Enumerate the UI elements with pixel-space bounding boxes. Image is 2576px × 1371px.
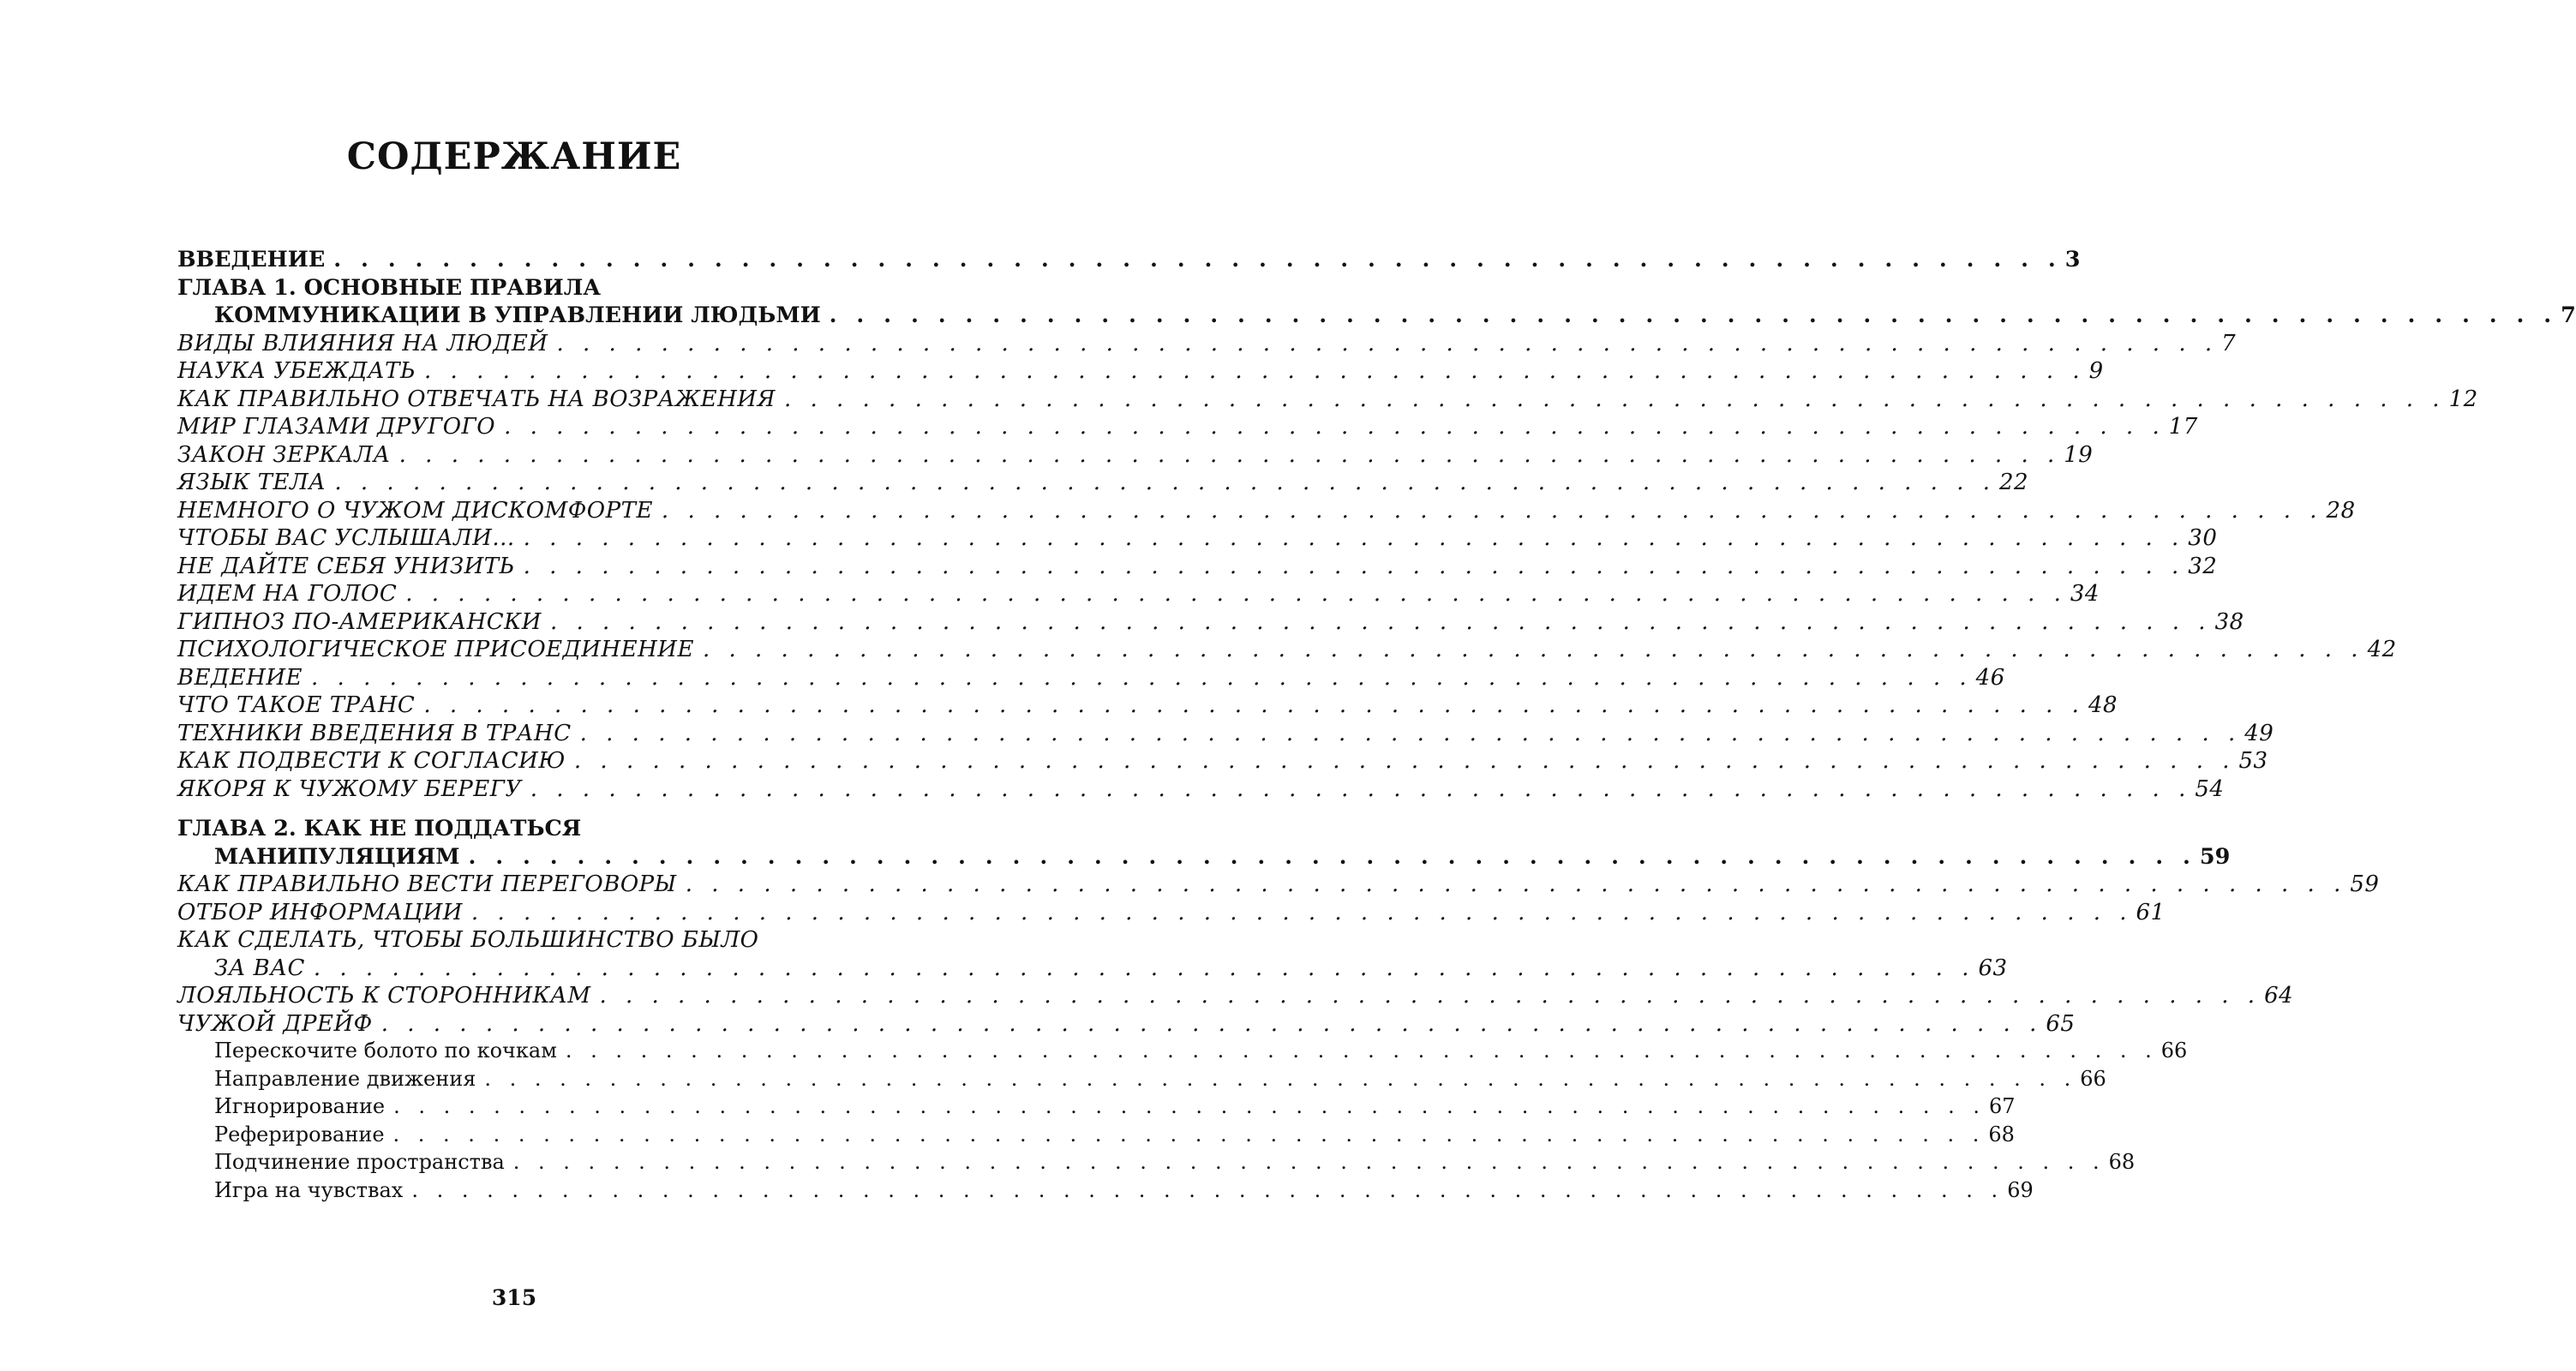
toc-entry-page: 53 (2238, 748, 2268, 774)
toc-entry-title: ЯКОРЯ К ЧУЖОМУ БЕРЕГУ (177, 775, 522, 802)
toc-entry-title: Игнорирование (214, 1094, 386, 1118)
toc-entry-page: 34 (2070, 581, 2100, 607)
toc-entry-title: Направление движения (214, 1066, 476, 1091)
dot-leader: . . . . . . . . . . . . . . . . . . . . . . . . . . . . . . . . . . . . . . . . . . . . . . . . . . . . . . . . . . . . . . . . (661, 497, 2323, 524)
dot-leader: . . . . . . . . . . . . . . . . . . . . . . . . . . . . . . . . . . . . . . . . . . . . . . . . . . . . . . . . . . . . . . . . (530, 775, 2192, 802)
table-of-contents (177, 247, 2576, 1206)
page-title: СОДЕРЖАНИЕ (346, 135, 682, 178)
toc-entry-page: 64 (2264, 983, 2294, 1009)
dot-leader: . . . . . . . . . . . . . . . . . . . . . . . . . . . . . . . . . . . . . . . . . . . . . . . . . . . . . . . . . . . . . . . . (411, 1177, 2004, 1202)
toc-entry (177, 414, 2198, 442)
dot-leader: . . . . . . . . . . . . . . . . . . . . . . . . . . . . . . . . . . . . . . . . . . . . . . . . . . . . . . . . . . . . . . . . (313, 955, 1975, 981)
dot-leader: . . . . . . . . . . . . . . . . . . . . . . . . . . . . . . . . . . . . . . . . . . . . . . . . . . . . . . . . . . . . . . . . (549, 608, 2212, 635)
toc-entry (177, 692, 2118, 721)
toc-entry-title: КАК ПРАВИЛЬНО ВЕСТИ ПЕРЕГОВОРЫ (177, 871, 677, 897)
toc-entry-title: НАУКА УБЕЖДАТЬ (177, 358, 416, 384)
toc-entry-title: НЕ ДАЙТЕ СЕБЯ УНИЗИТЬ (177, 553, 515, 579)
dot-leader: . . . . . . . . . . . . . . . . . . . . . . . . . . . . . . . . . . . . . . . . . . . . . . . . . . . . . . . . . . . . . . . . (512, 1150, 2106, 1174)
dot-leader: . . . . . . . . . . . . . . . . . . . . . . . . . . . . . . . . . . . . . . . . . . . . . . . . . . . . . . . . . . . . . . . . (468, 843, 2196, 870)
toc-entry-title: ЧТОБЫ ВАС УСЛЫШАЛИ... (177, 525, 515, 551)
toc-entry-title: ЛОЯЛЬНОСТЬ К СТОРОННИКАМ (177, 983, 591, 1009)
toc-entry-title: ЗА ВАС (214, 955, 305, 981)
toc-entry-title: ТЕХНИКИ ВВЕДЕНИЯ В ТРАНС (177, 720, 572, 746)
dot-leader: . . . . . . . . . . . . . . . . . . . . . . . . . . . . . . . . . . . . . . . . . . . . . . . . . . . . . . . . . . . . . . . . (392, 1122, 1986, 1146)
toc-entry-page: 32 (2188, 553, 2218, 579)
toc-entry-title: ПСИХОЛОГИЧЕСКОЕ ПРИСОЕДИНЕНИЕ (177, 637, 694, 662)
toc-entry (177, 899, 2166, 928)
toc-entry-title: ВЕДЕНИЕ (177, 664, 303, 691)
toc-entry-title: ВВЕДЕНИЕ (177, 247, 326, 272)
dot-leader: . . . . . . . . . . . . . . . . . . . . . . . . . . . . . . . . . . . . . . . . . . . . . . . . . . . . . . . . . . . . . . . . (829, 302, 2558, 328)
toc-entry-page: 54 (2195, 775, 2225, 802)
toc-entry (177, 497, 2356, 526)
toc-entry-page: 59 (2350, 871, 2380, 897)
toc-entry-page: 63 (1978, 955, 2008, 981)
dot-leader: . . . . . . . . . . . . . . . . . . . . . . . . . . . . . . . . . . . . . . . . . . . . . . . . . . . . . . . . . . . . . . . . (556, 330, 2219, 356)
dot-leader: . . . . . . . . . . . . . . . . . . . . . . . . . . . . . . . . . . . . . . . . . . . . . . . . . . . . . . . . . . . . . . . . (484, 1066, 2077, 1091)
toc-entry (177, 955, 2008, 984)
toc-entry-title: ЯЗЫК ТЕЛА (177, 470, 326, 495)
toc-entry (177, 1010, 2076, 1039)
toc-entry-title: ГЛАВА 1. ОСНОВНЫЕ ПРАВИЛА (177, 274, 602, 301)
toc-entry (177, 330, 2237, 359)
toc-entry-title: КАК ПРАВИЛЬНО ОТВЕЧАТЬ НА ВОЗРАЖЕНИЯ (177, 386, 776, 412)
toc-subentry (177, 1039, 2188, 1067)
toc-entry-title: ГИПНОЗ ПО-АМЕРИКАНСКИ (177, 608, 542, 635)
toc-entry-page: 19 (2064, 441, 2094, 468)
toc-subentry (177, 1177, 2034, 1206)
toc-entry (177, 775, 2225, 805)
toc-entry-page: 17 (2168, 414, 2198, 440)
toc-subentry (177, 1150, 2136, 1178)
toc-entry-title: МАНИПУЛЯЦИЯМ (214, 843, 460, 870)
toc-entry-title: КОММУНИКАЦИИ В УПРАВЛЕНИИ ЛЮДЬМИ (214, 302, 821, 328)
toc-entry-page: 68 (2108, 1150, 2136, 1174)
dot-leader: . . . . . . . . . . . . . . . . . . . . . . . . . . . . . . . . . . . . . . . . . . . . . . . . . . . . . . . . . . . . . . . . (398, 441, 2061, 468)
toc-entry-title: Подчинение пространства (214, 1150, 505, 1174)
toc-entry-page: 48 (2088, 692, 2118, 718)
toc-entry (177, 720, 2274, 749)
toc-entry-page: 12 (2448, 386, 2478, 412)
toc-entry (177, 664, 2005, 693)
toc-chapter-heading (177, 816, 861, 844)
toc-entry-title: ЧТО ТАКОЕ ТРАНС (177, 692, 416, 718)
toc-subentry (177, 1122, 2015, 1151)
toc-entry-page: 7 (2221, 330, 2237, 356)
dot-leader: . . . . . . . . . . . . . . . . . . . . . . . . . . . . . . . . . . . . . . . . . . . . . . . . . . . . . . . . . . . . . . . . (685, 871, 2347, 897)
toc-entry-page: 68 (1988, 1122, 2015, 1146)
toc-entry (177, 525, 2218, 554)
toc-entry-page: 69 (2007, 1177, 2034, 1202)
toc-entry-page: 66 (2080, 1066, 2106, 1091)
toc-entry-title: ГЛАВА 2. КАК НЕ ПОДДАТЬСЯ (177, 816, 582, 841)
dot-leader: . . . . . . . . . . . . . . . . . . . . . . . . . . . . . . . . . . . . . . . . . . . . . . . . . . . . . . . . . . . . . . . . (523, 553, 2185, 579)
toc-entry-title: КАК ПОДВЕСТИ К СОГЛАСИЮ (177, 748, 566, 774)
dot-leader: . . . . . . . . . . . . . . . . . . . . . . . . . . . . . . . . . . . . . . . . . . . . . . . . . . . . . . . . . . . . . . . . (783, 386, 2446, 412)
toc-chapter-heading (177, 275, 861, 303)
toc-entry-page: 61 (2136, 899, 2166, 925)
toc-entry-title: Реферирование (214, 1122, 385, 1146)
dot-leader: . . . . . . . . . . . . . . . . . . . . . . . . . . . . . . . . . . . . . . . . . . . . . . . . . . . . . . . . . . . . . . . . (573, 748, 2236, 774)
toc-entry-page: 66 (2160, 1039, 2188, 1063)
dot-leader: . . . . . . . . . . . . . . . . . . . . . . . . . . . . . . . . . . . . . . . . . . . . . . . . . . . . . . . . . . . . . . . . (423, 692, 2085, 718)
dot-leader: . . . . . . . . . . . . . . . . . . . . . . . . . . . . . . . . . . . . . . . . . . . . . . . . . . . . . . . . . . . . . . . . (334, 470, 1996, 495)
toc-entry-title: Игра на чувствах (214, 1177, 404, 1202)
toc-entry-title: ЗАКОН ЗЕРКАЛА (177, 441, 391, 468)
dot-leader: . . . . . . . . . . . . . . . . . . . . . . . . . . . . . . . . . . . . . . . . . . . . . . . . . . . . . . . . . . . . . . . . (311, 664, 1973, 691)
toc-entry (177, 983, 2294, 1011)
toc-entry-page: 3 (2064, 247, 2081, 272)
dot-leader: . . . . . . . . . . . . . . . . . . . . . . . . . . . . . . . . . . . . . . . . . . . . . . . . . . . . . . . . . . . . . . . . (470, 899, 2133, 925)
toc-entry-page: 28 (2326, 497, 2356, 524)
toc-entry (177, 247, 2081, 275)
toc-entry-page: 49 (2244, 720, 2274, 746)
page-number: 315 (491, 1285, 537, 1310)
toc-entry (177, 608, 2244, 638)
dot-leader: . . . . . . . . . . . . . . . . . . . . . . . . . . . . . . . . . . . . . . . . . . . . . . . . . . . . . . . . . . . . . . . . (380, 1010, 2043, 1037)
dot-leader: . . . . . . . . . . . . . . . . . . . . . . . . . . . . . . . . . . . . . . . . . . . . . . . . . . . . . . . . . . . . . . . . (393, 1094, 1986, 1118)
toc-entry-title: Перескочите болото по кочкам (214, 1039, 557, 1063)
toc-entry (177, 470, 2029, 498)
toc-entry (177, 553, 2218, 582)
toc-subentry (177, 1066, 2106, 1095)
toc-entry-title: МИР ГЛАЗАМИ ДРУГОГО (177, 414, 496, 440)
toc-entry-title: ВИДЫ ВЛИЯНИЯ НА ЛЮДЕЙ (177, 330, 548, 356)
toc-entry (177, 843, 2231, 872)
toc-entry-continued (177, 927, 861, 955)
toc-entry-title: ИДЕМ НА ГОЛОС (177, 581, 398, 607)
dot-leader: . . . . . . . . . . . . . . . . . . . . . . . . . . . . . . . . . . . . . . . . . . . . . . . . . . . . . . . . . . . . . . . . (599, 983, 2261, 1009)
toc-entry (177, 358, 2104, 386)
dot-leader: . . . . . . . . . . . . . . . . . . . . . . . . . . . . . . . . . . . . . . . . . . . . . . . . . . . . . . . . . . . . . . . . (504, 414, 2166, 440)
toc-entry (177, 748, 2268, 776)
toc-entry (177, 386, 2478, 415)
toc-entry-title: НЕМНОГО О ЧУЖОМ ДИСКОМФОРТЕ (177, 497, 653, 524)
toc-entry-page: 9 (2088, 358, 2104, 384)
toc-entry-page: 59 (2199, 843, 2231, 870)
toc-entry-title: ЧУЖОЙ ДРЕЙФ (177, 1010, 373, 1037)
dot-leader: . . . . . . . . . . . . . . . . . . . . . . . . . . . . . . . . . . . . . . . . . . . . . . . . . . . . . . . . . . . . . . . . (579, 720, 2242, 746)
toc-entry-page: 46 (1975, 664, 2005, 691)
dot-leader: . . . . . . . . . . . . . . . . . . . . . . . . . . . . . . . . . . . . . . . . . . . . . . . . . . . . . . . . . . . . . . . . (424, 358, 2086, 384)
toc-entry-page: 67 (1989, 1094, 2016, 1118)
dot-leader: . . . . . . . . . . . . . . . . . . . . . . . . . . . . . . . . . . . . . . . . . . . . . . . . . . . . . . . . . . . . . . . . (565, 1039, 2158, 1063)
toc-entry-page: 42 (2367, 637, 2397, 662)
toc-entry (177, 871, 2380, 900)
toc-entry-page: 7 (2561, 302, 2576, 328)
toc-entry-page: 30 (2188, 525, 2218, 551)
dot-leader: . . . . . . . . . . . . . . . . . . . . . . . . . . . . . . . . . . . . . . . . . . . . . . . . . . . . . . . . . . . . . . . . (702, 637, 2364, 662)
toc-entry-page: 22 (1999, 470, 2029, 495)
toc-entry (177, 581, 2100, 609)
toc-entry-page: 65 (2046, 1010, 2076, 1037)
toc-entry (177, 637, 2397, 665)
toc-entry (177, 302, 2576, 331)
toc-entry-title: ОТБОР ИНФОРМАЦИИ (177, 899, 463, 925)
dot-leader: . . . . . . . . . . . . . . . . . . . . . . . . . . . . . . . . . . . . . . . . . . . . . . . . . . . . . . . . . . . . . . . . (523, 525, 2185, 551)
dot-leader: . . . . . . . . . . . . . . . . . . . . . . . . . . . . . . . . . . . . . . . . . . . . . . . . . . . . . . . . . . . . . . . . (405, 581, 2067, 607)
toc-entry (177, 441, 2094, 470)
toc-subentry (177, 1094, 2016, 1123)
toc-entry-page: 38 (2214, 608, 2244, 635)
dot-leader: . . . . . . . . . . . . . . . . . . . . . . . . . . . . . . . . . . . . . . . . . . . . . . . . . . . . . . . . . . . . . . . . (333, 247, 2062, 272)
toc-entry-title: КАК СДЕЛАТЬ, ЧТОБЫ БОЛЬШИНСТВО БЫЛО (177, 927, 759, 953)
